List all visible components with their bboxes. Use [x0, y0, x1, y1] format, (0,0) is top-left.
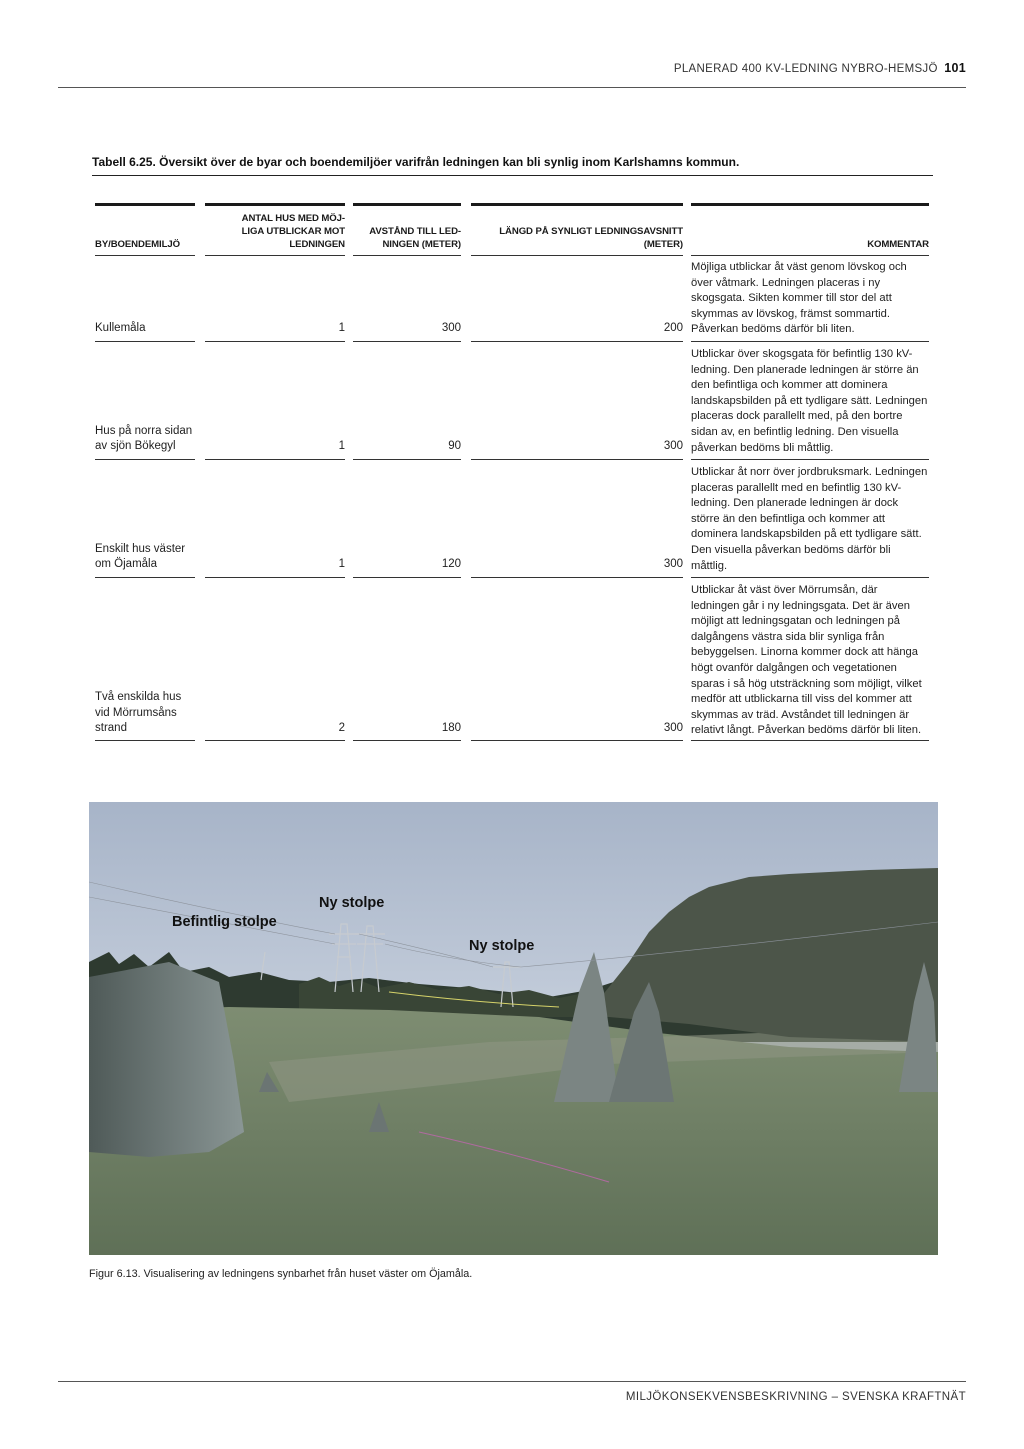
header-rule: [58, 87, 966, 88]
cell-length: 300: [663, 722, 683, 735]
column-header-rule: [205, 255, 345, 256]
column-header-label: KOMMENTAR: [867, 239, 929, 250]
cell-comment: Utblickar åt norr över jordbruksmark. Ledningen placeras parallellt med en befintlig 130 kV-ledning. Den planerade ledningen är dock större än den befintliga och kommer att dominera landskapsbilden på ett tydligare sätt. Den visuella påverkan bedöms därför bli måttlig.: [691, 466, 928, 572]
row-rule: [205, 577, 345, 578]
table-caption-rule: [92, 175, 933, 176]
row-rule: [353, 459, 461, 460]
row-rule: [691, 740, 929, 741]
column-header-distance: [353, 209, 461, 251]
row-rule: [471, 740, 683, 741]
column-header-rule: [353, 255, 461, 256]
cell-length: 300: [663, 558, 683, 571]
cell-houses: 1: [338, 440, 345, 453]
column-header-label: AVSTÅND TILL LED- NINGEN (METER): [369, 226, 461, 250]
cell-place: Två enskilda hus vid Mörrumsåns strand: [95, 691, 182, 735]
column-header-comment: [691, 209, 929, 251]
footer-rule: [58, 1381, 966, 1382]
row-rule: [95, 740, 195, 741]
figure-caption: Figur 6.13. Visualisering av ledningens synbarhet från huset väster om Öjamåla.: [89, 1268, 473, 1280]
row-rule: [691, 577, 929, 578]
row-rule: [353, 577, 461, 578]
page-number: 101: [944, 61, 966, 75]
label-new-pylon: Ny stolpe: [469, 938, 535, 954]
row-rule: [95, 459, 195, 460]
cell-distance: 300: [441, 322, 461, 335]
row-rule: [471, 577, 683, 578]
column-header-houses: [205, 209, 345, 251]
cell-place: Hus på norra sidan av sjön Bökegyl: [95, 424, 193, 453]
column-header-rule: [95, 255, 195, 256]
row-rule: [353, 740, 461, 741]
running-title: PLANERAD 400 KV-LEDNING NYBRO-HEMSJÖ: [673, 63, 938, 75]
cell-comment: Möjliga utblickar åt väst genom lövskog och över våtmark. Ledningen placeras i ny skogsgata. Sikten kommer till stor del att skymmas av lövskog, främst sommartid. Påverkan bedöms därför bli liten.: [691, 261, 907, 336]
label-new-pylon: Ny stolpe: [319, 895, 385, 911]
cell-comment: Utblickar över skogsgata för befintlig 130 kV-ledning. Den planerade ledningen är större än den befintliga och kommer att dominera landskapsbilden på ett tydligare sätt. Ledningen placeras dock parallellt med, på den bortre sidan av, en befintlig ledning. Den visuella påverkan bedöms bli måttlig.: [691, 348, 928, 454]
cell-place: Kullemåla: [95, 322, 146, 335]
label-existing-pylon: Befintlig stolpe: [172, 914, 277, 930]
cell-distance: 90: [448, 440, 461, 453]
cell-houses: 1: [338, 558, 345, 571]
column-header-rule: [691, 255, 929, 256]
row-rule: [353, 341, 461, 342]
row-rule: [691, 341, 929, 342]
cell-place: Enskilt hus väster om Öjamåla: [95, 542, 186, 571]
column-header-length: [471, 209, 683, 251]
row-rule: [205, 459, 345, 460]
column-top-bar: [95, 203, 195, 206]
row-rule: [471, 341, 683, 342]
running-header: [674, 61, 966, 75]
column-header-label: BY/BOENDEMILJÖ: [95, 239, 180, 250]
column-header-label: ANTAL HUS MED MÖJ- LIGA UTBLICKAR MOT LEDNINGEN: [241, 213, 345, 250]
row-rule: [691, 459, 929, 460]
column-header-rule: [471, 255, 683, 256]
column-top-bar: [353, 203, 461, 206]
cell-comment: Utblickar åt väst över Mörrumsån, där ledningen går i ny ledningsgata. Det är även möjligt att ledningsgatan och ledningen på dalgångens västra sida blir synliga från bebyggelsen. Linorna kommer dock att hänga högt ovanför dalgången och vegetationen sparas i så hög utsträckning som möjligt, vilket medför att utblickarna till viss del kommer att skymmas av träd. Avståndet till ledningen är relativt långt. Påverkan bedöms därför bli liten.: [691, 584, 922, 737]
cell-length: 200: [663, 322, 683, 335]
cell-length: 300: [663, 440, 683, 453]
row-rule: [471, 459, 683, 460]
visualisation-image: [89, 802, 938, 1255]
cell-houses: 1: [338, 322, 345, 335]
row-rule: [95, 577, 195, 578]
column-header-label: LÄNGD PÅ SYNLIGT LEDNINGSAVSNITT (METER): [499, 226, 683, 250]
column-header-place: [95, 209, 195, 251]
column-top-bar: [205, 203, 345, 206]
row-rule: [95, 341, 195, 342]
cell-distance: 180: [441, 722, 461, 735]
footer-text: MILJÖKONSEKVENSBESKRIVNING – SVENSKA KRAFTNÄT: [625, 1391, 966, 1403]
table-caption: Tabell 6.25. Översikt över de byar och boendemiljöer varifrån ledningen kan bli synlig inom Karlshamns kommun.: [92, 155, 740, 169]
row-rule: [205, 341, 345, 342]
column-top-bar: [691, 203, 929, 206]
row-rule: [205, 740, 345, 741]
cell-distance: 120: [441, 558, 461, 571]
column-top-bar: [471, 203, 683, 206]
cell-houses: 2: [338, 722, 345, 735]
